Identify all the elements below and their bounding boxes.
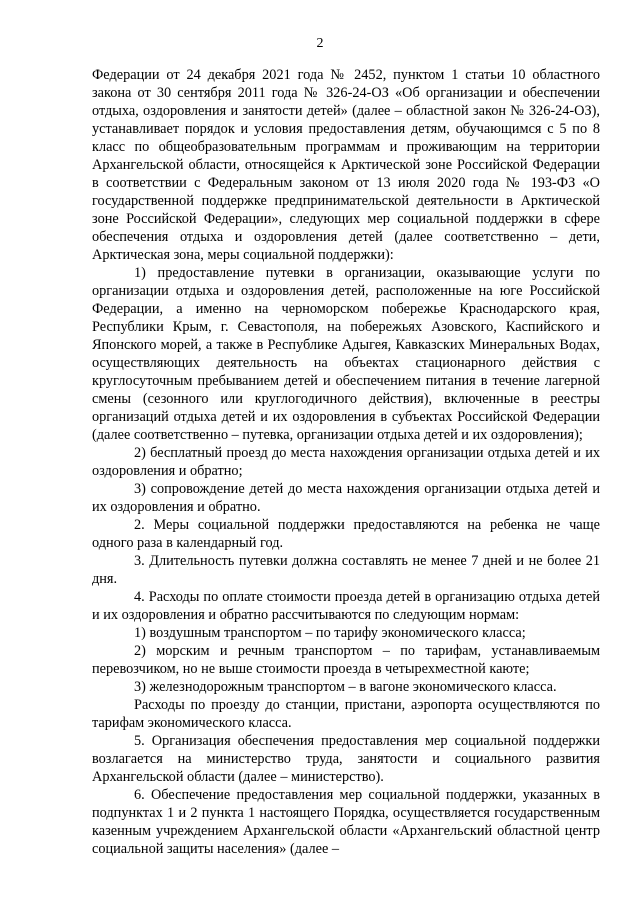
page-number: 2 (316, 36, 324, 51)
document-body (92, 66, 600, 858)
paragraph-item-4-subitem-3: 3) железнодорожным транспортом – в вагоне экономического класса. (134, 679, 557, 695)
paragraph-item-4-travel-costs: Расходы по проезду до станции, пристани, аэропорта осуществляются по тарифам экономического класса. (92, 697, 600, 731)
paragraph-subitem-3-escort: 3) сопровождение детей до места нахождения организации отдыха детей и их оздоровления и обратно. (92, 481, 600, 515)
paragraph-item-6: 6. Обеспечение предоставления мер социальной поддержки, указанных в подпунктах 1 и 2 пункта 1 настоящего Порядка, осуществляется государственным казенным учреждением Архангельской области «Архангельский областной центр социальной защиты населения» (далее – (92, 787, 600, 857)
paragraph-item-4-subitem-2: 2) морским и речным транспортом – по тарифам, устанавливаемым перевозчиком, но не выше стоимости проезда в четырехместной каюте; (92, 643, 600, 677)
paragraph-item-4: 4. Расходы по оплате стоимости проезда детей в организацию отдыха детей и их оздоровления и обратно рассчитываются по следующим нормам: (92, 589, 600, 623)
paragraph-item-2: 2. Меры социальной поддержки предоставляются на ребенка не чаще одного раза в календарный год. (92, 517, 600, 551)
paragraph-item-3: 3. Длительность путевки должна составлять не менее 7 дней и не более 21 дня. (92, 553, 600, 587)
paragraph-subitem-1-voucher: 1) предоставление путевки в организации, оказывающие услуги по организации отдыха и оздоровления детей, расположенные на юге Российской Федерации, а именно на черноморском побережье Краснодарского края, Республики Крым, г. Севастополя, на побережьях Азовского, Каспийского и Японского морей, а также в Республике Адыгея, Кавказских Минеральных Водах, осуществляющих деятельность на объектах стационарного действия с круглосуточным пребыванием детей и обеспечением питания в течение лагерной смены (сезонного или круглогодичного действия), включенные в реестры организаций отдыха детей и их оздоровления в субъектах Российской Федерации (далее соответственно – путевка, организации отдыха детей и их оздоровления); (92, 265, 600, 443)
paragraph-preamble-continuation: Федерации от 24 декабря 2021 года № 2452, пунктом 1 статьи 10 областного закона от 30 сентября 2011 года № 326-24-ОЗ «Об организации и обеспечении отдыха, оздоровления и занятости детей» (далее – областной закон № 326-24-ОЗ), устанавливает порядок и условия предоставления детям, обучающимся с 5 по 8 класс по общеобразовательным программам и проживающим на территории Архангельской области, относящейся к Арктической зоне Российской Федерации в соответствии с Федеральным законом от 13 июля 2020 года № 193-ФЗ «О государственной поддержке предпринимательской деятельности в Арктической зоне Российской Федерации», следующих мер социальной поддержки в сфере обеспечения отдыха и оздоровления детей (далее соответственно – дети, Арктическая зона, меры социальной поддержки): (92, 67, 600, 263)
paragraph-item-5: 5. Организация обеспечения предоставления мер социальной поддержки возлагается на министерство труда, занятости и социального развития Архангельской области (далее – министерство). (92, 733, 600, 785)
paragraph-subitem-2-free-travel: 2) бесплатный проезд до места нахождения организации отдыха детей и их оздоровления и обратно; (92, 445, 600, 479)
paragraph-item-4-subitem-1: 1) воздушным транспортом – по тарифу экономического класса; (134, 625, 526, 641)
